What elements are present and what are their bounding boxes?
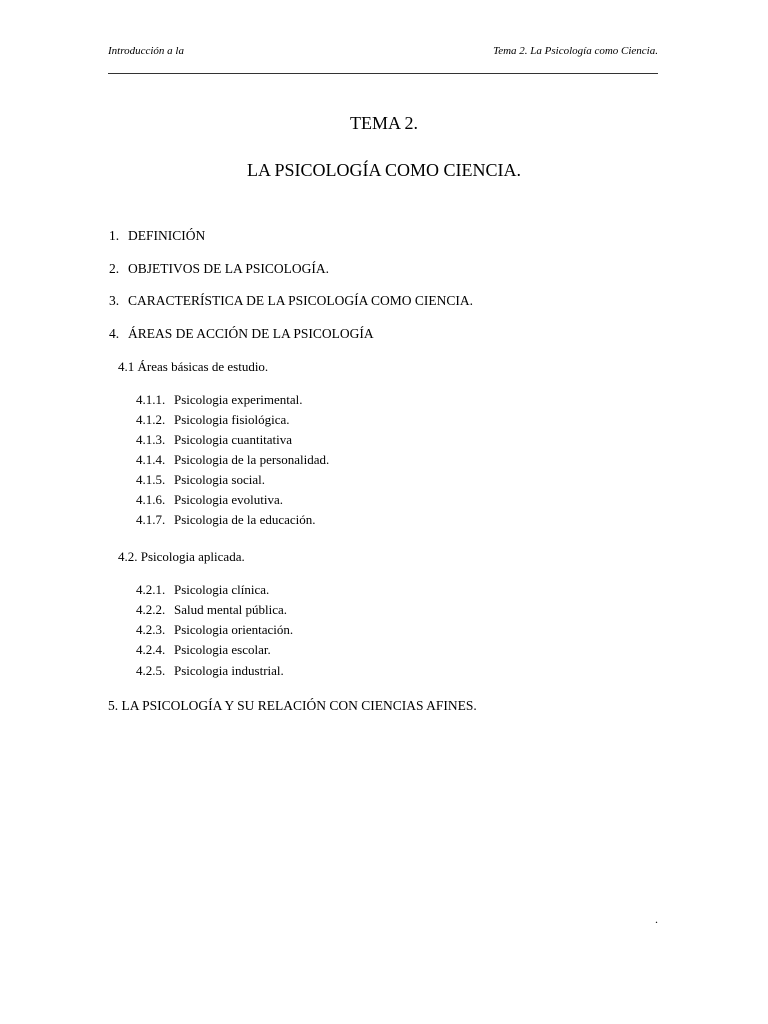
toc-item-label: Psicologia de la personalidad. <box>174 452 330 467</box>
header-divider <box>108 73 658 74</box>
header-left-text: Introducción a la <box>108 45 184 57</box>
toc-item-number: 2. <box>109 261 120 276</box>
toc-item-label: Psicologia orientación. <box>174 622 294 637</box>
toc-item-4-2-4 <box>136 642 271 658</box>
toc-item-1 <box>109 228 205 244</box>
toc-item-4-2-5 <box>136 663 284 679</box>
corner-dot-mark: . <box>655 912 658 926</box>
toc-item-label: Psicologia clínica. <box>174 582 270 597</box>
toc-item-number: 4.1.5. <box>136 472 166 487</box>
toc-item-number: 4.1.6. <box>136 492 166 507</box>
toc-item-2 <box>109 261 329 277</box>
toc-item-label: CARACTERÍSTICA DE LA PSICOLOGÍA COMO CIENCIA. <box>128 293 474 308</box>
toc-item-number: 4.2.4. <box>136 642 166 657</box>
toc-item-4 <box>109 326 374 342</box>
toc-item-number: 3. <box>109 293 120 308</box>
toc-item-4-1-2 <box>136 412 290 428</box>
toc-section-4-2-heading: 4.2. Psicologia aplicada. <box>118 549 245 564</box>
page-subtitle: LA PSICOLOGÍA COMO CIENCIA. <box>246 160 522 180</box>
toc-item-number: 1. <box>109 228 120 243</box>
toc-item-number: 4. <box>109 326 120 341</box>
toc-item-number: 4.1.4. <box>136 452 166 467</box>
toc-item-4-1-7 <box>136 512 316 528</box>
header-right-text: Tema 2. La Psicología como Ciencia. <box>493 45 658 57</box>
toc-item-number: 4.2.3. <box>136 622 166 637</box>
toc-item-label: Psicologia industrial. <box>174 663 284 678</box>
toc-item-label: DEFINICIÓN <box>128 228 206 243</box>
toc-item-label: Psicologia escolar. <box>174 642 271 657</box>
toc-item-number: 4.2.2. <box>136 602 166 617</box>
toc-item-number: 4.1.7. <box>136 512 166 527</box>
toc-item-4-2-3 <box>136 622 293 638</box>
toc-item-number: 4.2.5. <box>136 663 166 678</box>
toc-item-label: Psicologia de la educación. <box>174 512 316 527</box>
toc-item-4-1-1 <box>136 392 303 408</box>
toc-item-5: 5. LA PSICOLOGÍA Y SU RELACIÓN CON CIENCIAS AFINES. <box>108 698 477 713</box>
toc-item-4-1-4 <box>136 452 329 468</box>
toc-item-label: Psicologia social. <box>174 472 265 487</box>
toc-item-number: 4.1.3. <box>136 432 166 447</box>
toc-item-3 <box>109 293 473 309</box>
toc-item-number: 4.1.1. <box>136 392 166 407</box>
toc-item-label: Psicologia cuantitativa <box>174 432 293 447</box>
toc-item-number: 4.2.1. <box>136 582 166 597</box>
toc-item-number: 4.1.2. <box>136 412 166 427</box>
toc-item-4-1-6 <box>136 492 283 508</box>
toc-item-4-1-5 <box>136 472 265 488</box>
toc-section-4-1-heading: 4.1 Áreas básicas de estudio. <box>118 359 269 374</box>
toc-item-label: ÁREAS DE ACCIÓN DE LA PSICOLOGÍA <box>128 326 374 341</box>
toc-item-label: Psicologia experimental. <box>174 392 303 407</box>
toc-item-label: OBJETIVOS DE LA PSICOLOGÍA. <box>128 261 330 276</box>
toc-item-4-2-2 <box>136 602 287 618</box>
toc-item-4-1-3 <box>136 432 292 448</box>
toc-item-label: Psicologia evolutiva. <box>174 492 284 507</box>
toc-item-label: Psicologia fisiológica. <box>174 412 290 427</box>
page-title: TEMA 2. <box>349 113 418 133</box>
toc-item-4-2-1 <box>136 582 269 598</box>
toc-item-label: Salud mental pública. <box>174 602 288 617</box>
